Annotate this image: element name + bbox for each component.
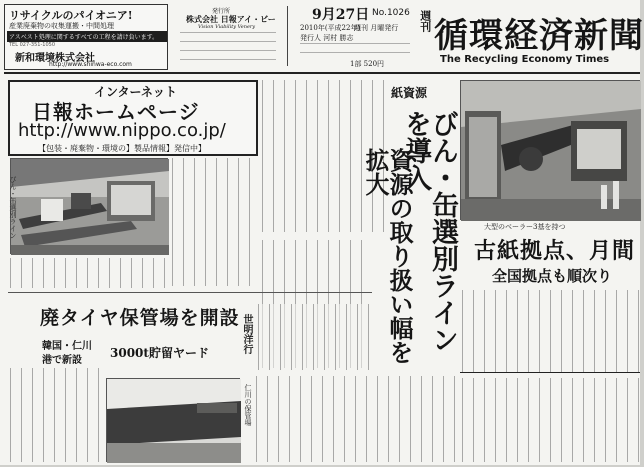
headline-bottle-can: びん・缶選別ラインを導入	[400, 110, 458, 353]
internet-ad-categories: 【包装・廃棄物・環境の】製品情報】発信中】	[38, 144, 206, 153]
price: 1部 520円	[350, 60, 385, 68]
ad-company: 新和環境株式会社	[15, 53, 95, 64]
publisher-label: 発行所	[212, 8, 231, 15]
newspaper-title-en: The Recycling Economy Times	[440, 54, 610, 65]
office-addresses	[180, 32, 276, 66]
lower-article-body	[256, 376, 458, 462]
incheon-storage-photo	[106, 378, 240, 462]
sorting-line-photo	[10, 158, 168, 254]
recycle-ad	[4, 4, 168, 70]
tire-article-body	[10, 368, 102, 462]
article-body-mid	[10, 258, 168, 288]
article-body-left	[172, 158, 258, 286]
tire-rule	[8, 292, 372, 293]
incheon-photo-caption: 仁川の保管場	[244, 384, 252, 426]
title-block	[416, 6, 644, 70]
publisher-person: 発行人 河村 勝志	[300, 34, 354, 42]
frequency: 週刊 月曜発行	[354, 24, 399, 32]
newspaper-title: 循環経済新聞	[434, 16, 644, 56]
masthead-rule	[4, 72, 640, 74]
right-headline: 古紙拠点、月間	[474, 238, 636, 264]
ad-tagline: リサイクルのパイオニア!	[9, 9, 133, 22]
ad-url: http://www.shinwa-eco.com	[49, 61, 132, 68]
subscription-info	[300, 43, 410, 57]
issue-date: 9月27日	[312, 7, 370, 23]
issue-number: No.1026	[372, 8, 410, 18]
right-article-body	[462, 290, 640, 372]
tire-sub-b: 港で新設	[42, 355, 82, 366]
section-label: 紙資源	[391, 86, 428, 100]
publisher-block	[176, 6, 284, 68]
internet-ad-url: http://www.nippo.co.jp/	[18, 120, 226, 141]
baler-photo-caption: 大型のベーラー3基を持つ	[484, 223, 566, 231]
tire-article-body-right	[258, 304, 370, 370]
masthead-divider	[287, 6, 288, 66]
right-lower-body	[462, 378, 640, 462]
tire-sub-c: 3000t貯留ヤード	[110, 346, 209, 360]
section-tag	[389, 80, 439, 104]
publisher-name: 株式会社 日報アイ・ビー	[186, 14, 276, 24]
internet-ad	[8, 80, 258, 156]
headline-expand-resources: 資源の取り扱い幅を拡大	[361, 148, 414, 364]
tire-headline: 廃タイヤ保管場を開設	[40, 307, 240, 329]
right-rule	[460, 372, 640, 373]
weekly-label: 週刊	[418, 10, 432, 32]
era-year: 2010年(平成22年)	[300, 24, 361, 32]
internet-ad-title: インターネット	[94, 85, 177, 99]
tire-company: 世明洋行	[241, 314, 252, 354]
ad-contact-line: TEL 027-351-1050	[9, 42, 56, 48]
ad-banner: アスベスト処理に関するすべての工程を請け負います。	[7, 31, 167, 42]
tire-sub-a: 韓国・仁川	[42, 341, 92, 352]
baler-photo	[460, 80, 640, 220]
photo-caption-main: びん・缶選別ライン	[9, 176, 17, 239]
right-subhead: 全国拠点も順次り	[492, 267, 613, 285]
date-block	[292, 4, 414, 70]
publisher-en: Vision Viability Venery	[198, 24, 256, 30]
internet-ad-name: 日報ホームページ	[32, 100, 200, 124]
ad-licenses: 産業廃棄物の収集運搬・中間処理	[9, 22, 114, 30]
